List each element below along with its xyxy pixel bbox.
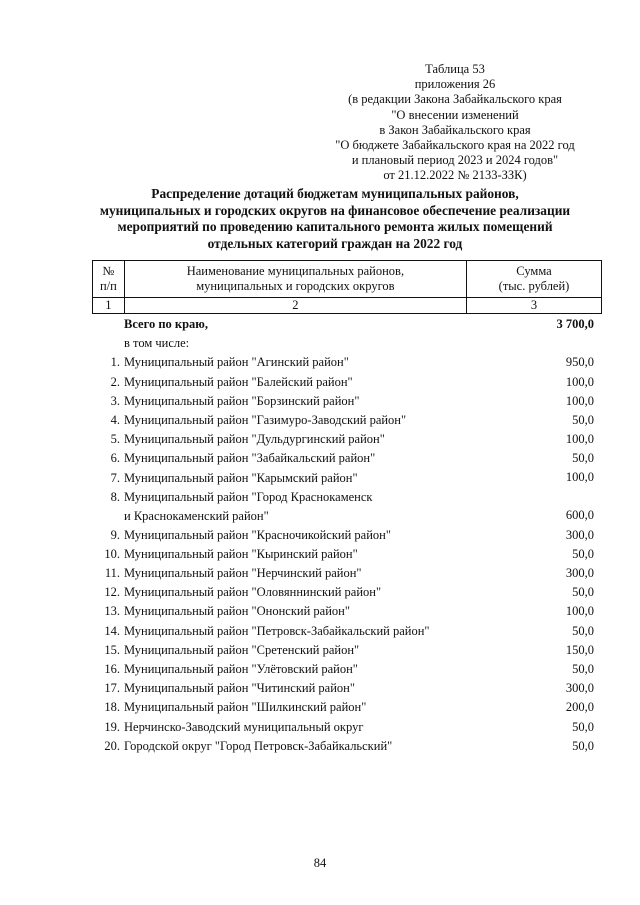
district-name-line: Муниципальный район "Борзинский район": [124, 393, 360, 408]
table-row: [92, 679, 602, 698]
row-amount: 100,0: [565, 393, 594, 408]
district-name: [124, 545, 358, 564]
district-name: [124, 449, 375, 468]
district-name-line: Муниципальный район "Карымский район": [124, 470, 358, 485]
table-row: [92, 353, 602, 372]
district-name: [124, 488, 372, 526]
table-row: [92, 373, 602, 392]
district-name-line: Муниципальный район "Шилкинский район": [124, 700, 367, 715]
district-name: [124, 698, 366, 717]
title-line: Распределение дотаций бюджетам муниципальных районов,: [151, 186, 519, 201]
district-name-line: и Краснокаменский район": [124, 508, 269, 523]
row-number: 5.: [110, 432, 120, 447]
row-amount: 300,0: [565, 566, 594, 581]
row-number: 16.: [104, 662, 120, 676]
row-number: 6.: [110, 451, 120, 466]
row-amount: 50,0: [572, 719, 594, 734]
table-row: [92, 583, 602, 602]
row-number: 4.: [110, 412, 120, 427]
district-name: [124, 718, 363, 737]
header-text: (тыс. рублей): [498, 279, 570, 293]
header-line: "О бюджете Забайкальского края на 2022 год: [335, 138, 575, 153]
row-number: 3.: [110, 393, 120, 408]
row-number: 19.: [104, 719, 120, 734]
table-row: [92, 526, 602, 545]
district-name-line: Нерчинско-Заводский муниципальный округ: [124, 719, 364, 734]
row-number: 7.: [110, 470, 120, 485]
header-line: (в редакции Закона Забайкальского края: [348, 92, 562, 107]
header-text: п/п: [99, 279, 117, 293]
row-amount: 50,0: [572, 661, 594, 676]
table-row: [92, 469, 602, 488]
header-text: №: [102, 264, 115, 278]
district-name-line: Муниципальный район "Балейский район": [124, 374, 353, 389]
table-row: [92, 488, 602, 526]
district-name: [124, 430, 385, 449]
district-name-line: Муниципальный район "Дульдургинский район": [124, 432, 385, 447]
header-line: "О внесении изменений: [391, 107, 519, 122]
district-name-line: Муниципальный район "Газимуро-Заводский район": [124, 412, 407, 427]
header-line: Таблица 53: [425, 62, 485, 76]
row-number: 18.: [104, 700, 120, 715]
row-amount: 50,0: [572, 451, 594, 466]
total-label: Всего по краю,: [124, 317, 208, 331]
table-row: [92, 602, 602, 621]
row-amount: 100,0: [565, 432, 594, 447]
table-row: [92, 737, 602, 756]
header-text: Наименование муниципальных районов,: [186, 264, 405, 278]
header-cell-number: [93, 261, 125, 298]
row-amount: 50,0: [572, 585, 594, 600]
total-row: [92, 315, 602, 334]
row-number: 8.: [110, 489, 120, 504]
row-number: 11.: [104, 566, 120, 581]
table-row: [92, 392, 602, 411]
district-name: [124, 602, 350, 621]
district-name: [124, 622, 430, 641]
table-row: [92, 698, 602, 717]
table-row: [92, 641, 602, 660]
district-name-line: Муниципальный район "Город Краснокаменск: [124, 489, 373, 504]
district-name: [124, 737, 392, 756]
district-name-line: Городской округ "Город Петровск-Забайкальский": [124, 738, 393, 753]
row-number: 13.: [104, 604, 120, 619]
district-name-line: Муниципальный район "Кыринский район": [124, 546, 358, 561]
row-number: 12.: [104, 585, 120, 600]
header-cell-sum: [467, 261, 602, 298]
row-number: 10.: [104, 546, 120, 561]
district-name-line: Муниципальный район "Агинский район": [124, 355, 349, 370]
table-row: [92, 449, 602, 468]
table-row: [92, 564, 602, 583]
header-text: Сумма: [516, 264, 552, 278]
row-amount: 50,0: [572, 623, 594, 638]
district-name: [124, 564, 362, 583]
row-amount: 950,0: [565, 355, 594, 370]
row-amount: 300,0: [565, 681, 594, 696]
row-amount: 50,0: [572, 546, 594, 561]
row-number: 15.: [104, 642, 120, 657]
district-name: [124, 641, 359, 660]
table-row: [92, 660, 602, 679]
table-row: [92, 718, 602, 737]
column-number-2: 2: [124, 298, 466, 314]
district-name: [124, 583, 381, 602]
row-number: 14.: [104, 623, 120, 638]
district-name-line: Муниципальный район "Читинский район": [124, 681, 355, 696]
district-name-line: Муниципальный район "Петровск-Забайкальский район": [124, 623, 430, 638]
district-name: [124, 353, 349, 372]
subtotal-caption-row: [92, 334, 602, 353]
row-number: 9.: [110, 527, 120, 542]
total-value: 3 700,0: [556, 316, 594, 331]
row-number: 2.: [110, 374, 120, 389]
row-number: 17.: [104, 681, 120, 696]
row-number: 20.: [104, 738, 120, 753]
sub-label: в том числе:: [124, 336, 190, 351]
district-name: [124, 411, 406, 430]
district-name-line: Муниципальный район "Ононский район": [124, 604, 350, 619]
column-number-1: 1: [93, 298, 125, 314]
district-name: [124, 526, 391, 545]
row-number: 1.: [110, 355, 120, 370]
column-number-3: 3: [467, 298, 602, 314]
title-line: отдельных категорий граждан на 2022 год: [207, 235, 463, 251]
row-amount: 100,0: [565, 604, 594, 619]
title-line: мероприятий по проведению капитального ремонта жилых помещений: [117, 219, 553, 235]
district-name-line: Муниципальный район "Улётовский район": [124, 662, 358, 676]
header-line: приложения 26: [414, 77, 496, 92]
district-name-line: Муниципальный район "Нерчинский район": [124, 566, 362, 581]
table-header: [92, 260, 602, 314]
district-name-line: Муниципальный район "Оловяннинский район": [124, 585, 382, 600]
district-name: [124, 373, 353, 392]
district-name-line: Муниципальный район "Сретенский район": [124, 642, 360, 657]
table-row: [92, 411, 602, 430]
district-name: [124, 679, 355, 698]
header-line: от 21.12.2022 № 2133-ЗЗК): [383, 168, 527, 183]
row-amount: 600,0: [565, 508, 594, 523]
row-amount: 100,0: [565, 374, 594, 389]
row-amount: 100,0: [565, 470, 594, 485]
row-amount: 50,0: [572, 738, 594, 753]
row-amount: 300,0: [565, 527, 594, 542]
row-amount: 50,0: [572, 412, 594, 427]
document-title: [70, 186, 600, 252]
appendix-header: [300, 62, 610, 184]
table-row: [92, 545, 602, 564]
district-name-line: Муниципальный район "Забайкальский район": [124, 451, 376, 466]
page-number: 84: [313, 856, 327, 870]
district-name-line: Муниципальный район "Красночикойский район": [124, 527, 391, 542]
row-amount: 200,0: [565, 700, 594, 715]
table-body: [92, 315, 602, 756]
district-name: [124, 392, 359, 411]
header-text: муниципальных и городских округов: [196, 279, 395, 293]
district-name: [124, 660, 358, 679]
title-line: муниципальных и городских округов на финансовое обеспечение реализации: [99, 202, 571, 218]
table-row: [92, 430, 602, 449]
row-amount: 150,0: [565, 642, 594, 657]
header-line: и плановый период 2023 и 2024 годов": [351, 153, 559, 168]
header-cell-name: [124, 261, 466, 298]
table-row: [92, 622, 602, 641]
header-line: в Закон Забайкальского края: [379, 122, 531, 137]
district-name: [124, 469, 358, 488]
